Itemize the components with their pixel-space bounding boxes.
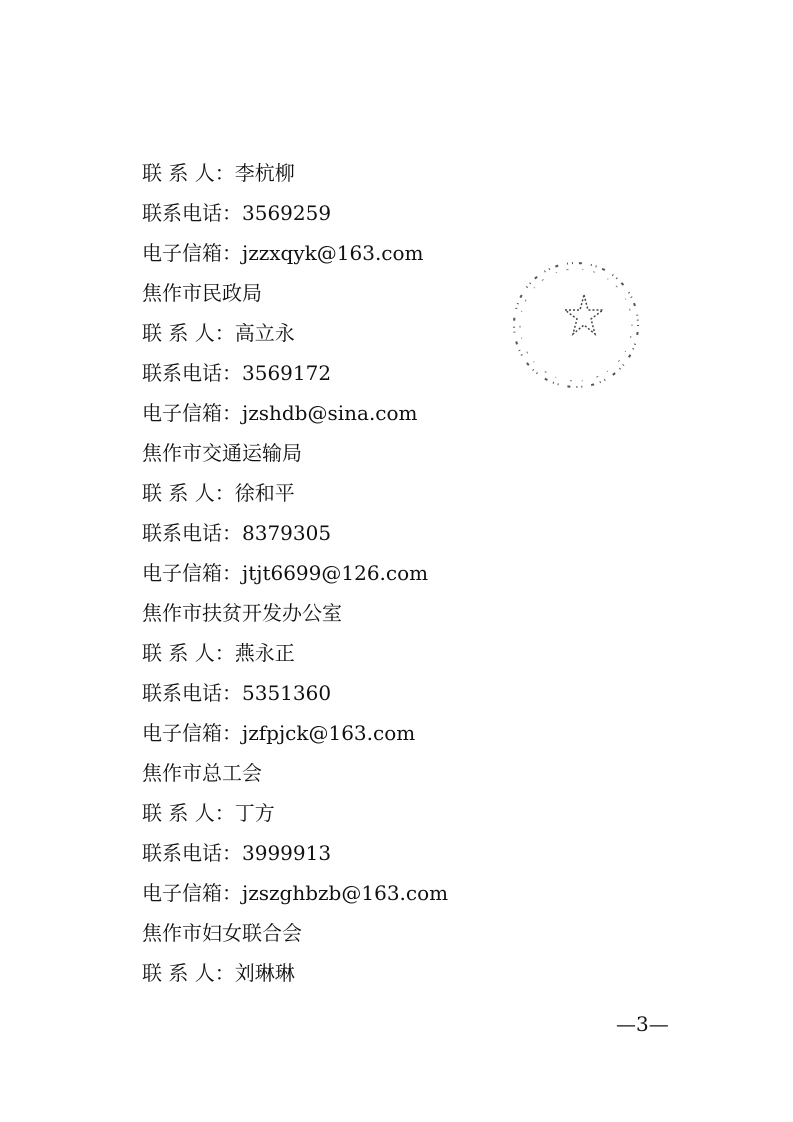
org-name-line: 焦作市民政局: [142, 281, 262, 305]
org-name-line: 焦作市交通运输局: [142, 441, 302, 465]
email-line: 电子信箱：jzszghbzb@163.com: [142, 881, 449, 905]
org-name-line: 焦作市扶贫开发办公室: [142, 601, 342, 625]
email-line: 电子信箱：jtjt6699@126.com: [142, 561, 429, 585]
official-seal-stamp: [504, 255, 649, 395]
org-name-line: 焦作市总工会: [142, 761, 262, 785]
contact-person-line: 联 系 人：李杭柳: [142, 161, 295, 185]
page-number: —3—: [616, 1012, 669, 1036]
phone-line: 联系电话：3569172: [142, 361, 332, 385]
contact-person-line: 联 系 人：高立永: [142, 321, 295, 345]
email-line: 电子信箱：jzfpjck@163.com: [142, 721, 416, 745]
org-name-line: 焦作市妇女联合会: [142, 921, 302, 945]
phone-line: 联系电话：8379305: [142, 521, 332, 545]
email-line: 电子信箱：jzshdb@sina.com: [142, 401, 418, 425]
contact-person-line: 联 系 人：徐和平: [142, 481, 295, 505]
contact-person-line: 联 系 人：燕永正: [142, 641, 295, 665]
contact-person-line: 联 系 人：刘琳琳: [142, 961, 295, 985]
phone-line: 联系电话：3999913: [142, 841, 332, 865]
phone-line: 联系电话：5351360: [142, 681, 332, 705]
contact-person-line: 联 系 人：丁方: [142, 801, 275, 825]
email-line: 电子信箱：jzzxqyk@163.com: [142, 241, 424, 265]
phone-line: 联系电话：3569259: [142, 201, 332, 225]
